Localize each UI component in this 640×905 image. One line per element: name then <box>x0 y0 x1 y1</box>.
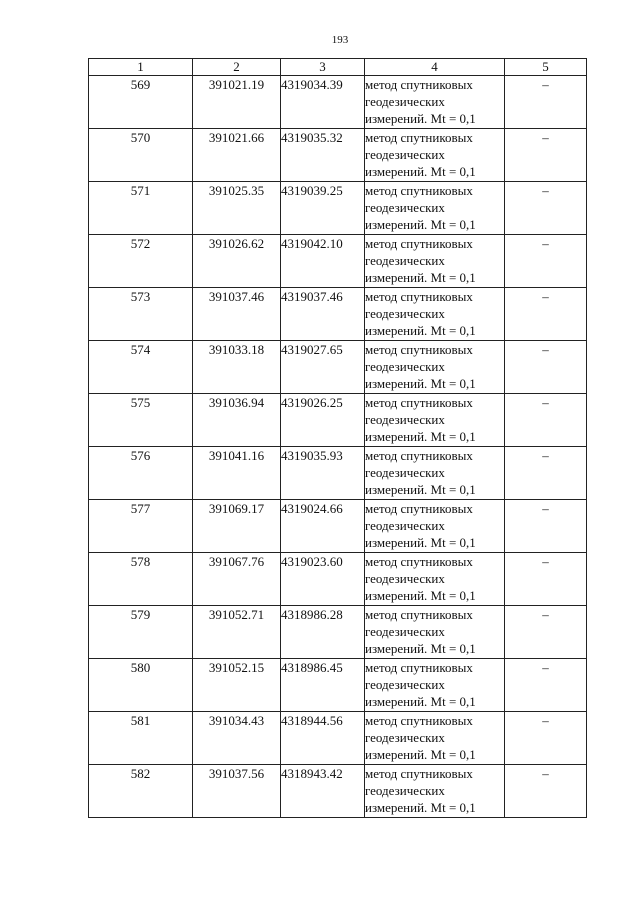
x-coordinate-cell: 391021.19 <box>193 76 281 129</box>
method-cell <box>365 712 505 765</box>
column-5-cell: – <box>505 76 587 129</box>
method-cell <box>365 288 505 341</box>
column-header-3: 3 <box>281 59 365 76</box>
point-number-cell: 582 <box>89 765 193 818</box>
column-header-1: 1 <box>89 59 193 76</box>
y-coordinate-cell: 4319037.46 <box>281 288 365 341</box>
method-text: метод спутниковых геодезических измерений. Mt = 0,1 <box>365 236 476 285</box>
x-coordinate-cell: 391021.66 <box>193 129 281 182</box>
column-header-5: 5 <box>505 59 587 76</box>
table-row <box>89 182 587 235</box>
method-cell <box>365 447 505 500</box>
x-coordinate-cell: 391037.56 <box>193 765 281 818</box>
column-header-4: 4 <box>365 59 505 76</box>
point-number-cell: 580 <box>89 659 193 712</box>
method-cell <box>365 765 505 818</box>
table-row <box>89 76 587 129</box>
point-number-cell: 570 <box>89 129 193 182</box>
method-cell <box>365 394 505 447</box>
point-number-cell: 572 <box>89 235 193 288</box>
table-row <box>89 288 587 341</box>
y-coordinate-cell: 4319035.32 <box>281 129 365 182</box>
table-row <box>89 129 587 182</box>
x-coordinate-cell: 391052.71 <box>193 606 281 659</box>
table-row <box>89 394 587 447</box>
x-coordinate-cell: 391069.17 <box>193 500 281 553</box>
method-text: метод спутниковых геодезических измерений. Mt = 0,1 <box>365 395 476 444</box>
point-number-cell: 569 <box>89 76 193 129</box>
method-text: метод спутниковых геодезических измерений. Mt = 0,1 <box>365 448 476 497</box>
column-5-cell: – <box>505 447 587 500</box>
method-cell <box>365 76 505 129</box>
y-coordinate-cell: 4319035.93 <box>281 447 365 500</box>
method-text: метод спутниковых геодезических измерений. Mt = 0,1 <box>365 554 476 603</box>
method-cell <box>365 129 505 182</box>
method-cell <box>365 235 505 288</box>
method-text: метод спутниковых геодезических измерений. Mt = 0,1 <box>365 130 476 179</box>
method-cell <box>365 659 505 712</box>
method-text: метод спутниковых геодезических измерений. Mt = 0,1 <box>365 607 476 656</box>
point-number-cell: 575 <box>89 394 193 447</box>
method-text: метод спутниковых геодезических измерений. Mt = 0,1 <box>365 77 476 126</box>
table-row <box>89 659 587 712</box>
column-5-cell: – <box>505 182 587 235</box>
method-cell <box>365 500 505 553</box>
y-coordinate-cell: 4319042.10 <box>281 235 365 288</box>
coordinates-table <box>88 58 587 818</box>
y-coordinate-cell: 4318986.28 <box>281 606 365 659</box>
column-5-cell: – <box>505 235 587 288</box>
table-body <box>89 76 587 818</box>
method-text: метод спутниковых геодезических измерений. Mt = 0,1 <box>365 342 476 391</box>
column-5-cell: – <box>505 500 587 553</box>
column-5-cell: – <box>505 394 587 447</box>
y-coordinate-cell: 4318943.42 <box>281 765 365 818</box>
method-cell <box>365 182 505 235</box>
table-row <box>89 500 587 553</box>
method-cell <box>365 341 505 394</box>
page-number: 193 <box>331 34 349 46</box>
x-coordinate-cell: 391036.94 <box>193 394 281 447</box>
x-coordinate-cell: 391026.62 <box>193 235 281 288</box>
y-coordinate-cell: 4319024.66 <box>281 500 365 553</box>
method-cell <box>365 553 505 606</box>
point-number-cell: 578 <box>89 553 193 606</box>
column-5-cell: – <box>505 659 587 712</box>
method-text: метод спутниковых геодезических измерений. Mt = 0,1 <box>365 660 476 709</box>
column-5-cell: – <box>505 129 587 182</box>
x-coordinate-cell: 391041.16 <box>193 447 281 500</box>
x-coordinate-cell: 391037.46 <box>193 288 281 341</box>
y-coordinate-cell: 4318986.45 <box>281 659 365 712</box>
method-text: метод спутниковых геодезических измерений. Mt = 0,1 <box>365 183 476 232</box>
table-row <box>89 765 587 818</box>
y-coordinate-cell: 4319039.25 <box>281 182 365 235</box>
point-number-cell: 581 <box>89 712 193 765</box>
column-header-2: 2 <box>193 59 281 76</box>
x-coordinate-cell: 391033.18 <box>193 341 281 394</box>
table-row <box>89 606 587 659</box>
y-coordinate-cell: 4318944.56 <box>281 712 365 765</box>
point-number-cell: 579 <box>89 606 193 659</box>
point-number-cell: 574 <box>89 341 193 394</box>
column-5-cell: – <box>505 765 587 818</box>
table-row <box>89 712 587 765</box>
point-number-cell: 573 <box>89 288 193 341</box>
x-coordinate-cell: 391025.35 <box>193 182 281 235</box>
point-number-cell: 571 <box>89 182 193 235</box>
table-row <box>89 447 587 500</box>
method-text: метод спутниковых геодезических измерений. Mt = 0,1 <box>365 713 476 762</box>
table-row <box>89 235 587 288</box>
y-coordinate-cell: 4319034.39 <box>281 76 365 129</box>
y-coordinate-cell: 4319023.60 <box>281 553 365 606</box>
column-5-cell: – <box>505 288 587 341</box>
table-row <box>89 553 587 606</box>
column-5-cell: – <box>505 606 587 659</box>
y-coordinate-cell: 4319027.65 <box>281 341 365 394</box>
method-text: метод спутниковых геодезических измерений. Mt = 0,1 <box>365 501 476 550</box>
column-5-cell: – <box>505 553 587 606</box>
method-text: метод спутниковых геодезических измерений. Mt = 0,1 <box>365 289 476 338</box>
method-cell <box>365 606 505 659</box>
x-coordinate-cell: 391067.76 <box>193 553 281 606</box>
x-coordinate-cell: 391052.15 <box>193 659 281 712</box>
point-number-cell: 576 <box>89 447 193 500</box>
table-row <box>89 341 587 394</box>
point-number-cell: 577 <box>89 500 193 553</box>
column-5-cell: – <box>505 341 587 394</box>
column-5-cell: – <box>505 712 587 765</box>
method-text: метод спутниковых геодезических измерений. Mt = 0,1 <box>365 766 476 815</box>
x-coordinate-cell: 391034.43 <box>193 712 281 765</box>
table-header-row <box>89 59 587 76</box>
y-coordinate-cell: 4319026.25 <box>281 394 365 447</box>
